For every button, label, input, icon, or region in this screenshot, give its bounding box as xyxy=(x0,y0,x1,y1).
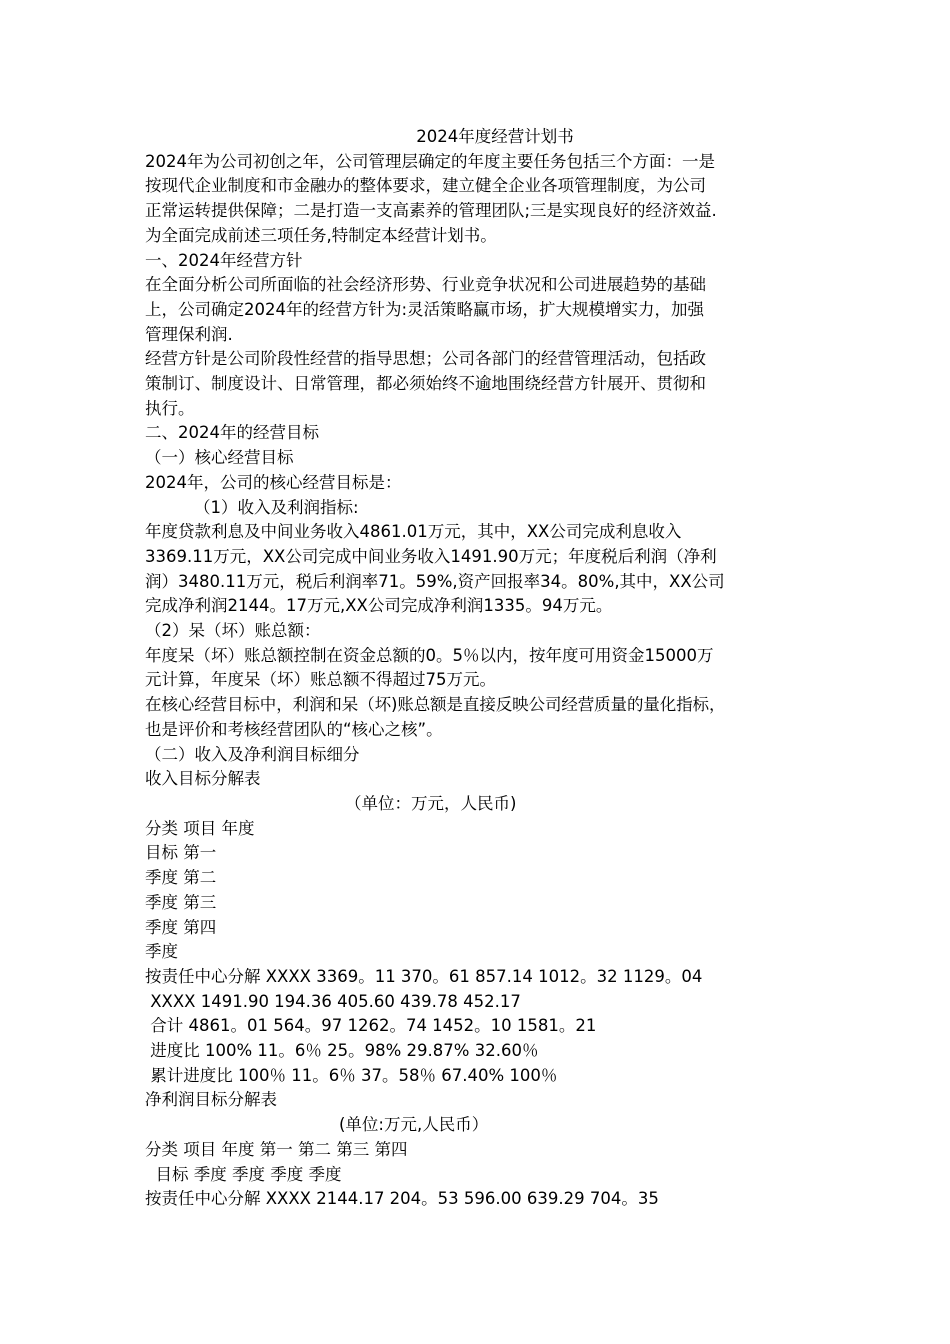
item-heading: （1）收入及利润指标: xyxy=(194,497,359,517)
paragraph-line: 上，公司确定2024年的经营方针为:灵活策略赢市场，扩大规模增实力，加强 xyxy=(145,299,705,319)
paragraph-line: 2024年，公司的核心经营目标是： xyxy=(145,472,402,492)
profit-table-unit: (单位:万元,人民币） xyxy=(339,1115,489,1135)
document-title: 2024年度经营计划书 xyxy=(416,127,574,146)
paragraph-line: 润）3480.11万元，税后利润率71。59%,资产回报率34。80%,其中，XX公司 xyxy=(145,571,725,591)
revenue-table-title: 收入目标分解表 xyxy=(145,769,261,789)
profit-table-row: 按责任中心分解 XXXX 2144.17 204。53 596.00 639.29 704。35 xyxy=(145,1189,659,1209)
subsection-heading: （二）收入及净利润目标细分 xyxy=(145,744,360,764)
paragraph-line: 元计算，年度呆（坏）账总额不得超过75万元。 xyxy=(145,670,496,690)
paragraph-line: 也是评价和考核经营团队的“核心之核”。 xyxy=(145,719,443,739)
item-heading: （2）呆（坏）账总额： xyxy=(145,621,321,641)
intro-line: 为全面完成前述三项任务,特制定本经营计划书。 xyxy=(145,225,497,245)
intro-line: 按现代企业制度和市金融办的整体要求，建立健全企业各项管理制度，为公司 xyxy=(145,176,706,196)
intro-line: 正常运转提供保障；二是打造一支高素养的管理团队;三是实现良好的经济效益. xyxy=(145,201,717,221)
section-heading: 二、2024年的经营目标 xyxy=(145,423,319,443)
revenue-table-row: 按责任中心分解 XXXX 3369。11 370。61 857.14 1012。32 1129。04 xyxy=(145,966,703,986)
section-heading: 一、2024年经营方针 xyxy=(145,250,303,270)
paragraph-line: 在核心经营目标中，利润和呆（坏)账总额是直接反映公司经营质量的量化指标， xyxy=(145,695,726,715)
subsection-heading: （一）核心经营目标 xyxy=(145,448,294,468)
revenue-table-header: 季度 第三 xyxy=(145,892,217,912)
revenue-table-header: 季度 第四 xyxy=(145,917,217,937)
intro-line: 2024年为公司初创之年，公司管理层确定的年度主要任务包括三个方面：一是 xyxy=(145,151,715,171)
revenue-table-header: 季度 xyxy=(145,942,178,962)
revenue-table-unit: （单位：万元，人民币) xyxy=(345,793,517,813)
revenue-table-row: 进度比 100% 11。6％ 25。98% 29.87% 32.60％ xyxy=(145,1041,539,1061)
paragraph-line: 经营方针是公司阶段性经营的指导思想；公司各部门的经营管理活动，包括政 xyxy=(145,349,706,369)
revenue-table-row: XXXX 1491.90 194.36 405.60 439.78 452.17 xyxy=(145,991,521,1011)
revenue-table-header: 季度 第二 xyxy=(145,868,217,888)
paragraph-line: 3369.11万元，XX公司完成中间业务收入1491.90万元；年度税后利润（净利 xyxy=(145,546,717,566)
paragraph-line: 在全面分析公司所面临的社会经济形势、行业竞争状况和公司进展趋势的基础 xyxy=(145,275,706,295)
profit-table-header: 分类 项目 年度 第一 第二 第三 第四 xyxy=(145,1139,408,1159)
paragraph-line: 完成净利润2144。17万元,XX公司完成净利润1335。94万元。 xyxy=(145,596,613,616)
paragraph-line: 管理保利润. xyxy=(145,324,233,344)
revenue-table-row: 合计 4861。01 564。97 1262。74 1452。10 1581。21 xyxy=(145,1016,597,1036)
profit-table-title: 净利润目标分解表 xyxy=(145,1090,277,1110)
revenue-table-header: 分类 项目 年度 xyxy=(145,818,255,838)
profit-table-header: 目标 季度 季度 季度 季度 xyxy=(145,1164,342,1184)
paragraph-line: 年度呆（坏）账总额控制在资金总额的0。5％以内，按年度可用资金15000万 xyxy=(145,645,714,665)
revenue-table-row: 累计进度比 100％ 11。6％ 37。58％ 67.40% 100％ xyxy=(145,1065,558,1085)
paragraph-line: 执行。 xyxy=(145,398,195,418)
document-page xyxy=(145,125,815,1212)
paragraph-line: 策制订、制度设计、日常管理，都必须始终不逾地围绕经营方针展开、贯彻和 xyxy=(145,374,706,394)
revenue-table-header: 目标 第一 xyxy=(145,843,217,863)
paragraph-line: 年度贷款利息及中间业务收入4861.01万元，其中，XX公司完成利息收入 xyxy=(145,522,682,542)
